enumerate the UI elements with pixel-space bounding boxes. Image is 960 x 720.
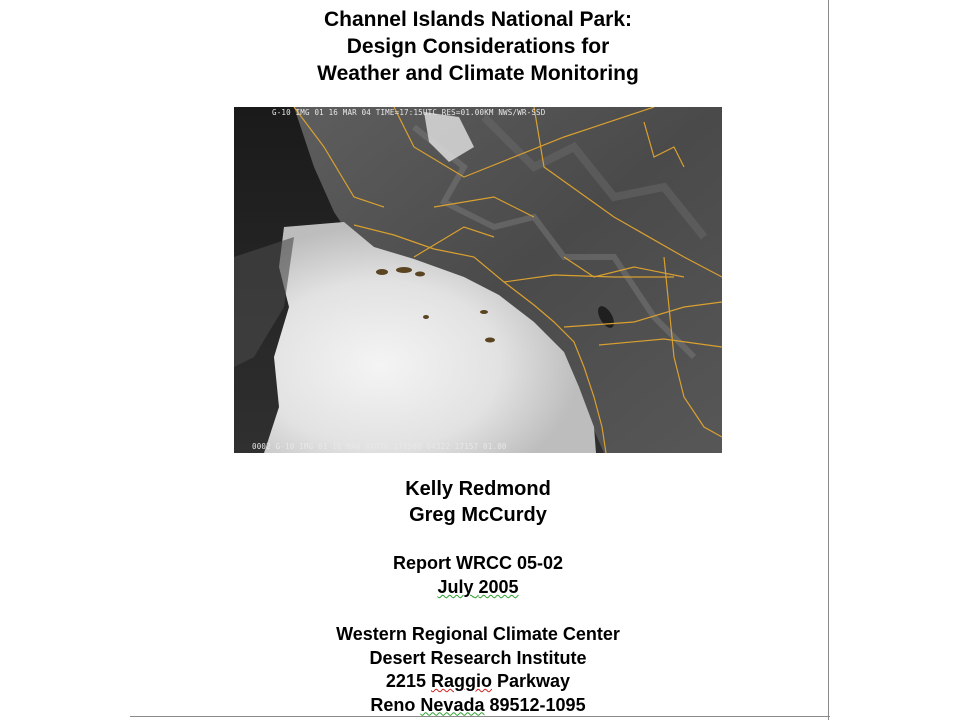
report-date	[230, 575, 726, 599]
report-date-month: July	[437, 577, 474, 597]
satellite-image	[234, 107, 722, 453]
report-number: Report WRCC 05-02	[392, 553, 564, 573]
institution-parent: Desert Research Institute	[369, 647, 587, 668]
report-date-year: 2005	[478, 577, 519, 597]
city: Reno	[370, 694, 416, 715]
author-1: Kelly Redmond	[405, 478, 551, 500]
street-number: 2215	[385, 671, 426, 691]
authors	[230, 476, 726, 528]
title-line-3: Weather and Climate Monitoring	[317, 62, 639, 85]
street-suffix: Parkway	[497, 671, 571, 691]
institution-address	[230, 623, 726, 717]
satellite-image-graphic	[234, 107, 722, 453]
zip: 89512-1095	[489, 694, 586, 715]
report-info	[230, 551, 726, 599]
street-address	[230, 670, 726, 694]
satellite-caption-top: G-10 IMG 01 16 MAR 04 TIME=17:15UTC RES=01.00KM NWS/WR-SSD	[272, 108, 546, 117]
title-line-1: Channel Islands National Park:	[323, 8, 633, 31]
title-line-2: Design Considerations for	[346, 35, 610, 58]
author-2: Greg McCurdy	[409, 504, 547, 526]
page-edge-right	[828, 0, 829, 720]
state: Nevada	[420, 694, 485, 715]
street-name: Raggio	[430, 671, 492, 691]
satellite-caption-bottom: 0002 G-10 IMG 01 16 MAR 04076 171500 04322 17157 01.00	[252, 442, 507, 451]
city-state-zip	[230, 694, 726, 718]
institution-name: Western Regional Climate Center	[336, 624, 620, 644]
report-title	[230, 6, 726, 87]
